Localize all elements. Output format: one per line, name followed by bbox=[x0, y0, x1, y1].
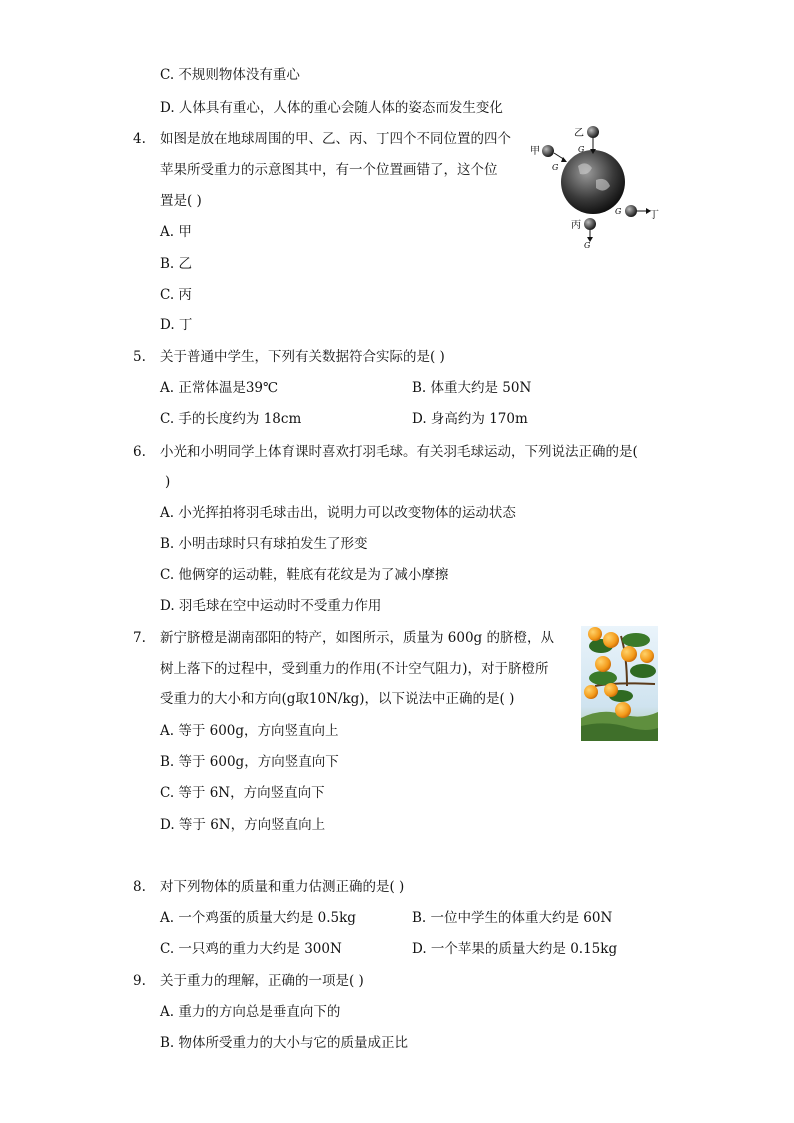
q4-stem-line-3: 置是( ) bbox=[160, 193, 202, 209]
apple-yi-icon bbox=[587, 126, 599, 138]
q8-option-c: C. 一只鸡的重力大约是 300N bbox=[160, 941, 342, 957]
q5-stem: 关于普通中学生，下列有关数据符合实际的是( ) bbox=[160, 349, 445, 365]
q4-option-c: C. 丙 bbox=[160, 287, 192, 303]
svg-text:G: G bbox=[584, 241, 591, 250]
q6-option-c: C. 他俩穿的运动鞋，鞋底有花纹是为了减小摩擦 bbox=[160, 567, 449, 583]
label-ding: 丁 bbox=[649, 210, 659, 221]
navel-orange-photo bbox=[581, 626, 658, 741]
q7-option-a: A. 等于 600g，方向竖直向上 bbox=[160, 723, 339, 739]
q6-option-a: A. 小光挥拍将羽毛球击出，说明力可以改变物体的运动状态 bbox=[160, 505, 516, 521]
q6-option-b: B. 小明击球时只有球拍发生了形变 bbox=[160, 536, 368, 552]
q7-option-d: D. 等于 6N，方向竖直向上 bbox=[160, 817, 326, 833]
q5-option-d: D. 身高约为 170m bbox=[412, 411, 528, 427]
svg-text:G: G bbox=[552, 163, 559, 172]
q4-option-d: D. 丁 bbox=[160, 317, 193, 333]
q3-option-d: D. 人体具有重心，人体的重心会随人体的姿态而发生变化 bbox=[160, 100, 503, 116]
q9-stem: 关于重力的理解，正确的一项是( ) bbox=[160, 973, 364, 989]
q5-number: 5. bbox=[133, 349, 146, 365]
q6-option-d: D. 羽毛球在空中运动时不受重力作用 bbox=[160, 598, 382, 614]
apple-ding-icon bbox=[625, 205, 637, 217]
q7-option-c: C. 等于 6N，方向竖直向下 bbox=[160, 785, 325, 801]
q5-option-c: C. 手的长度约为 18cm bbox=[160, 411, 302, 427]
label-jia: 甲 bbox=[530, 146, 540, 157]
q8-option-a: A. 一个鸡蛋的质量大约是 0.5kg bbox=[160, 910, 356, 926]
q6-number: 6. bbox=[133, 444, 146, 460]
q4-option-a: A. 甲 bbox=[160, 224, 192, 240]
q9-option-a: A. 重力的方向总是垂直向下的 bbox=[160, 1004, 341, 1020]
q9-number: 9. bbox=[133, 973, 146, 989]
q8-option-b: B. 一位中学生的体重大约是 60N bbox=[412, 910, 613, 926]
apple-bing-icon bbox=[584, 218, 596, 230]
q4-number: 4. bbox=[133, 131, 146, 147]
q3-option-c: C. 不规则物体没有重心 bbox=[160, 67, 300, 83]
q4-option-b: B. 乙 bbox=[160, 256, 193, 272]
q6-stem-line-1: 小光和小明同学上体育课时喜欢打羽毛球。有关羽毛球运动，下列说法正确的是( bbox=[160, 444, 638, 460]
q6-stem-line-2: ) bbox=[165, 474, 171, 490]
q8-option-d: D. 一个苹果的质量大约是 0.15kg bbox=[412, 941, 618, 957]
label-bing: 丙 bbox=[571, 220, 581, 231]
earth-gravity-figure bbox=[530, 120, 660, 250]
q4-stem-line-2: 苹果所受重力的示意图其中，有一个位置画错了，这个位 bbox=[160, 162, 498, 178]
q4-stem-line-1: 如图是放在地球周围的甲、乙、丙、丁四个不同位置的四个 bbox=[160, 131, 511, 147]
svg-text:G: G bbox=[578, 145, 585, 154]
svg-text:G: G bbox=[615, 207, 622, 216]
earth-icon bbox=[561, 150, 625, 214]
q7-stem-line-3: 受重力的大小和方向(g取10N/kg)，以下说法中正确的是( ) bbox=[160, 691, 515, 707]
q7-option-b: B. 等于 600g，方向竖直向下 bbox=[160, 754, 339, 770]
q5-option-a: A. 正常体温是39℃ bbox=[160, 380, 279, 396]
q9-option-b: B. 物体所受重力的大小与它的质量成正比 bbox=[160, 1035, 409, 1051]
q5-option-b: B. 体重大约是 50N bbox=[412, 380, 532, 396]
q8-stem: 对下列物体的质量和重力估测正确的是( ) bbox=[160, 879, 405, 895]
q7-stem-line-2: 树上落下的过程中，受到重力的作用(不计空气阻力)，对于脐橙所 bbox=[160, 661, 549, 677]
q7-number: 7. bbox=[133, 630, 146, 646]
q8-number: 8. bbox=[133, 879, 146, 895]
q7-stem-line-1: 新宁脐橙是湖南邵阳的特产，如图所示，质量为 600g 的脐橙，从 bbox=[160, 630, 554, 646]
apple-jia-icon bbox=[542, 145, 554, 157]
label-yi: 乙 bbox=[574, 128, 584, 139]
